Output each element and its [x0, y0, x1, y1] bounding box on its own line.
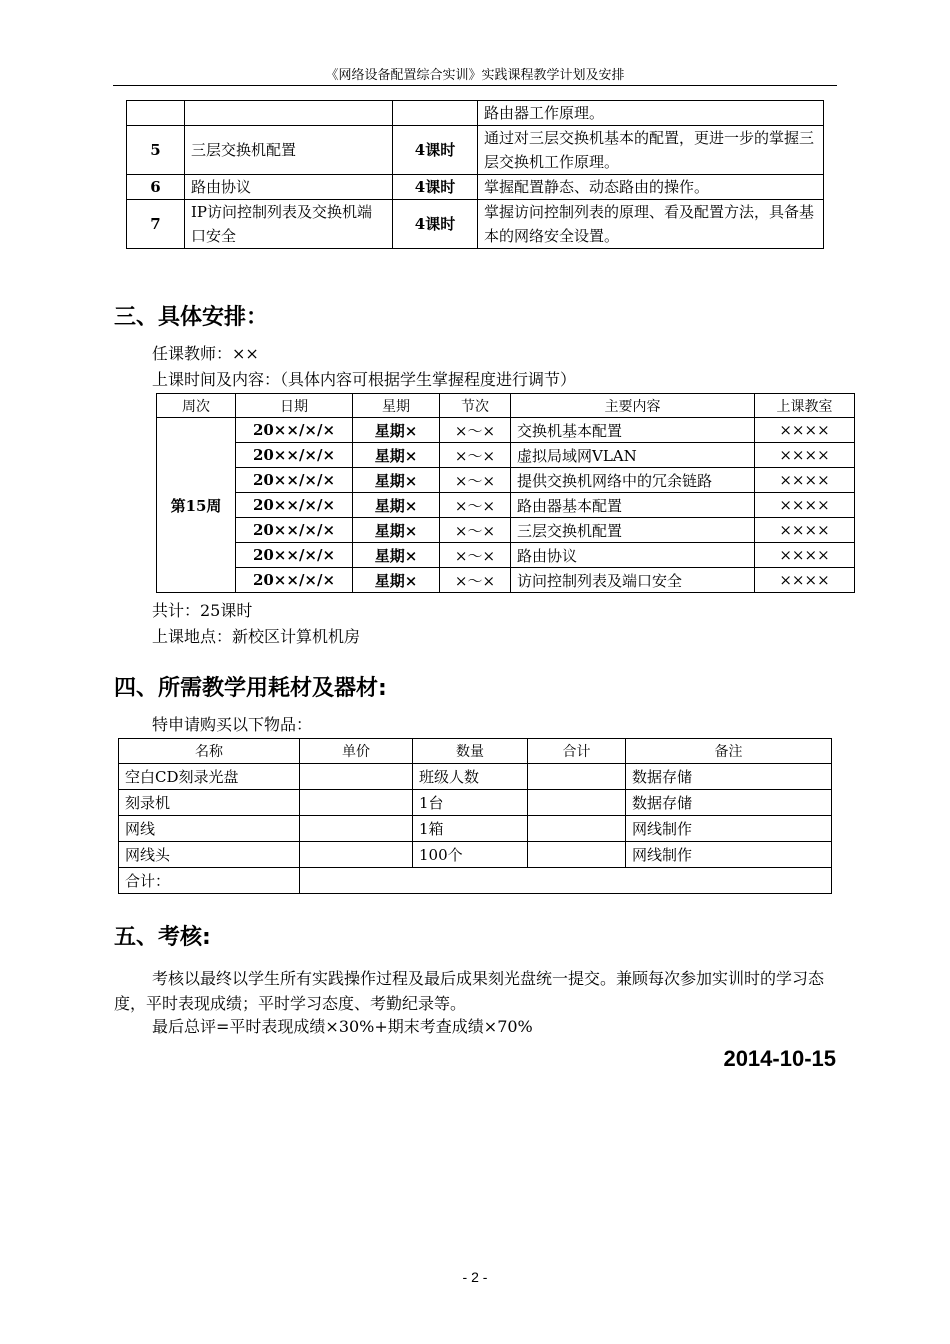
- table-row: [119, 868, 832, 894]
- materials-table: [118, 738, 832, 894]
- section5-heading: 五、考核:: [114, 925, 211, 950]
- table-row: [119, 764, 832, 790]
- col-session: 节次: [440, 394, 511, 418]
- content-cell: 路由协议: [511, 543, 755, 568]
- item-sum: [528, 842, 626, 868]
- plan-name: [185, 101, 393, 126]
- table-header-row: [119, 739, 832, 764]
- item-price: [300, 790, 413, 816]
- table-row: [157, 518, 855, 543]
- document-date: 2014-10-15: [723, 1046, 836, 1071]
- session-cell: ×～×: [440, 543, 511, 568]
- item-qty: 1箱: [413, 816, 528, 842]
- item-name: 刻录机: [119, 790, 300, 816]
- header-rule: [113, 85, 837, 86]
- item-price: [300, 816, 413, 842]
- table-row: [157, 543, 855, 568]
- plan-name: IP访问控制列表及交换机端口安全: [185, 200, 393, 249]
- total-label: 合计：: [119, 868, 300, 894]
- section3-heading: 三、具体安排：: [114, 305, 269, 330]
- item-price: [300, 764, 413, 790]
- content-cell: 三层交换机配置: [511, 518, 755, 543]
- day-cell: 星期×: [353, 568, 440, 593]
- item-qty: 100个: [413, 842, 528, 868]
- plan-goal: 通过对三层交换机基本的配置，更进一步的掌握三层交换机工作原理。: [478, 126, 824, 175]
- week-cell: 第15周: [157, 418, 236, 593]
- plan-hours: 4课时: [393, 200, 478, 249]
- table-row: [157, 493, 855, 518]
- content-cell: 交换机基本配置: [511, 418, 755, 443]
- day-cell: 星期×: [353, 493, 440, 518]
- item-note: 数据存储: [626, 764, 832, 790]
- col-room: 上课教室: [755, 394, 855, 418]
- table-row: [119, 816, 832, 842]
- date-cell: 20××/×/×: [236, 518, 353, 543]
- plan-hours: 4课时: [393, 126, 478, 175]
- plan-goal: 掌握配置静态、动态路由的操作。: [478, 175, 824, 200]
- item-qty: 1台: [413, 790, 528, 816]
- item-note: 网线制作: [626, 816, 832, 842]
- page-header: 《网络设备配置综合实训》实践课程教学计划及安排: [325, 68, 625, 83]
- col-price: 单价: [300, 739, 413, 764]
- item-name: 网线: [119, 816, 300, 842]
- session-cell: ×～×: [440, 418, 511, 443]
- item-name: 网线头: [119, 842, 300, 868]
- date-cell: 20××/×/×: [236, 468, 353, 493]
- purchase-intro: 特申请购买以下物品：: [152, 715, 313, 734]
- location-line: 上课地点：新校区计算机机房: [152, 627, 361, 646]
- plan-no: 5: [127, 126, 185, 175]
- item-sum: [528, 764, 626, 790]
- plan-hours: [393, 101, 478, 126]
- col-day: 星期: [353, 394, 440, 418]
- item-note: 数据存储: [626, 790, 832, 816]
- section4-heading: 四、所需教学用耗材及器材:: [114, 676, 387, 701]
- col-note: 备注: [626, 739, 832, 764]
- time-content-line: 上课时间及内容：（具体内容可根据学生掌握程度进行调节）: [152, 370, 577, 389]
- room-cell: ××××: [755, 543, 855, 568]
- table-row: [157, 568, 855, 593]
- plan-no: [127, 101, 185, 126]
- table-row: [157, 443, 855, 468]
- plan-table: [126, 100, 824, 249]
- item-name: 空白CD刻录光盘: [119, 764, 300, 790]
- plan-name: 三层交换机配置: [185, 126, 393, 175]
- plan-name: 路由协议: [185, 175, 393, 200]
- day-cell: 星期×: [353, 418, 440, 443]
- assessment-paragraph: 考核以最终以学生所有实践操作过程及最后成果刻光盘统一提交。兼顾每次参加实训时的学习态度，平时表现成绩；平时学习态度、考勤纪录等。: [114, 969, 825, 1013]
- table-row: [127, 101, 824, 126]
- content-cell: 虚拟局域网VLAN: [511, 443, 755, 468]
- room-cell: ××××: [755, 468, 855, 493]
- table-row: [127, 175, 824, 200]
- session-cell: ×～×: [440, 568, 511, 593]
- date-cell: 20××/×/×: [236, 543, 353, 568]
- session-cell: ×～×: [440, 443, 511, 468]
- plan-no: 6: [127, 175, 185, 200]
- total-value: [300, 868, 832, 894]
- day-cell: 星期×: [353, 518, 440, 543]
- date-cell: 20××/×/×: [236, 443, 353, 468]
- date-cell: 20××/×/×: [236, 568, 353, 593]
- room-cell: ××××: [755, 568, 855, 593]
- session-cell: ×～×: [440, 468, 511, 493]
- day-cell: 星期×: [353, 468, 440, 493]
- plan-hours: 4课时: [393, 175, 478, 200]
- col-name: 名称: [119, 739, 300, 764]
- content-cell: 访问控制列表及端口安全: [511, 568, 755, 593]
- room-cell: ××××: [755, 518, 855, 543]
- final-score-formula: 最后总评=平时表现成绩×30%+期末考查成绩×70%: [152, 1017, 533, 1036]
- item-price: [300, 842, 413, 868]
- date-cell: 20××/×/×: [236, 493, 353, 518]
- day-cell: 星期×: [353, 443, 440, 468]
- col-content: 主要内容: [511, 394, 755, 418]
- col-qty: 数量: [413, 739, 528, 764]
- plan-no: 7: [127, 200, 185, 249]
- col-sum: 合计: [528, 739, 626, 764]
- item-sum: [528, 816, 626, 842]
- total-hours: 共计：25课时: [152, 601, 253, 620]
- plan-goal: 掌握访问控制列表的原理、看及配置方法，具备基本的网络安全设置。: [478, 200, 824, 249]
- item-sum: [528, 790, 626, 816]
- session-cell: ×～×: [440, 493, 511, 518]
- table-row: [119, 842, 832, 868]
- item-qty: 班级人数: [413, 764, 528, 790]
- col-week: 周次: [157, 394, 236, 418]
- table-row: [127, 200, 824, 249]
- room-cell: ××××: [755, 443, 855, 468]
- table-row: [157, 418, 855, 443]
- room-cell: ××××: [755, 493, 855, 518]
- content-cell: 路由器基本配置: [511, 493, 755, 518]
- table-header-row: [157, 394, 855, 418]
- session-cell: ×～×: [440, 518, 511, 543]
- day-cell: 星期×: [353, 543, 440, 568]
- table-row: [157, 468, 855, 493]
- schedule-table: [156, 393, 855, 593]
- content-cell: 提供交换机网络中的冗余链路: [511, 468, 755, 493]
- table-row: [127, 126, 824, 175]
- item-note: 网线制作: [626, 842, 832, 868]
- date-cell: 20××/×/×: [236, 418, 353, 443]
- page-number: - 2 -: [462, 1269, 488, 1285]
- teacher-line: 任课教师：××: [152, 344, 259, 363]
- room-cell: ××××: [755, 418, 855, 443]
- col-date: 日期: [236, 394, 353, 418]
- plan-goal: 路由器工作原理。: [478, 101, 824, 126]
- table-row: [119, 790, 832, 816]
